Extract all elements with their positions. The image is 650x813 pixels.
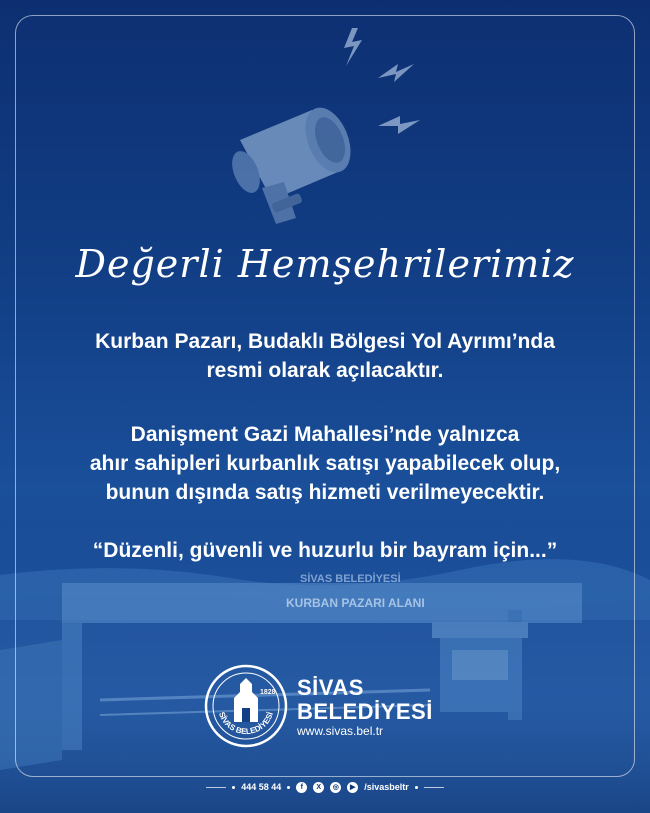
paragraph-1-line-1: Kurban Pazarı, Budaklı Bölgesi Yol Ayrımı’nda [95, 330, 555, 353]
footer-divider-right [424, 787, 444, 788]
seal-text: SİVAS BELEDİYESİ [216, 710, 276, 737]
footer-dot [232, 786, 235, 789]
sign-line1: SİVAS BELEDİYESİ [300, 573, 401, 585]
paragraph-2-line-2: ahır sahipleri kurbanlık satışı yapabilecek olup, [89, 452, 561, 475]
announcement-paragraph-2 [0, 420, 650, 507]
footer-divider-left [206, 787, 226, 788]
social-handle[interactable]: /sivasbeltr [364, 782, 409, 792]
facebook-icon[interactable]: f [296, 782, 307, 793]
decorative-frame [15, 15, 635, 777]
headline: Değerli Hemşehrilerimiz [75, 242, 575, 286]
phone-number[interactable]: 444 58 44 [241, 782, 282, 792]
brand-name-line-2: BELEDİYESİ [297, 699, 433, 724]
footer-dot [415, 786, 418, 789]
youtube-icon[interactable]: ▶ [347, 782, 358, 793]
paragraph-2-line-1: Danişment Gazi Mahallesi’nde yalnızca [130, 423, 520, 446]
footer-bar [0, 780, 650, 794]
seal-year: 1828 [260, 689, 276, 696]
brand-name-line-1: SİVAS [297, 675, 364, 700]
instagram-icon[interactable]: ◎ [330, 782, 341, 793]
municipality-seal-logo [204, 664, 288, 748]
x-icon[interactable]: X [313, 782, 324, 793]
footer-dot [287, 786, 290, 789]
paragraph-2-line-3: bunun dışında satış hizmeti verilmeyecektir. [105, 481, 545, 504]
paragraph-1-line-2: resmi olarak açılacaktır. [206, 359, 444, 382]
brand-name [297, 676, 433, 724]
sign-line2: KURBAN PAZARI ALANI [286, 596, 425, 610]
announcement-paragraph-1 [0, 327, 650, 385]
closing-quote: “Düzenli, güvenli ve huzurlu bir bayram için...” [92, 539, 558, 562]
website-link[interactable]: www.sivas.bel.tr [297, 724, 384, 738]
